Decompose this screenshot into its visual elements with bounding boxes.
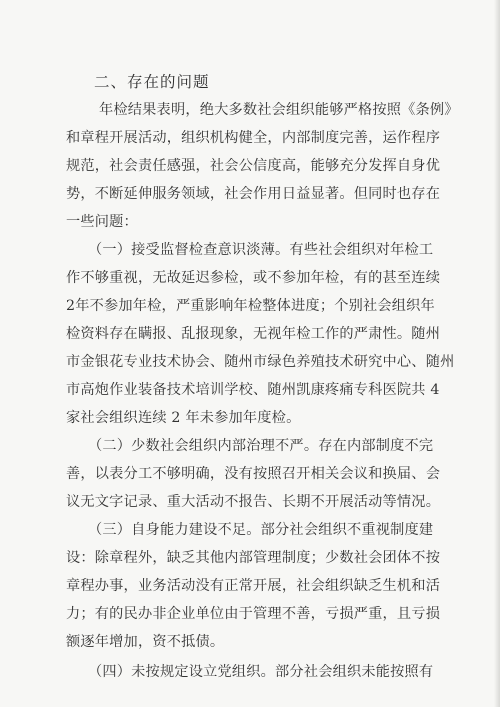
text-line: 一些问题：	[66, 214, 138, 230]
text-line: 额逐年增加，资不抵债。	[66, 634, 225, 650]
text-line: 设：除章程外，缺乏其他内部管理制度；少数社会团体不按	[66, 550, 441, 566]
text-line: 善，以表分工不够明确，没有按照召开相关会议和换届、会	[66, 466, 441, 482]
text-line: 家社会组织连续 2 年未参加年度检。	[66, 410, 301, 426]
text-line: （二）少数社会组织内部治理不严。存在内部制度不完	[88, 438, 434, 454]
text-line: 势，不断延伸服务领域，社会作用日益显著。但同时也存在	[66, 186, 441, 202]
text-line: 检资料存在瞒报、乱报现象，无视年检工作的严肃性。随州	[66, 326, 441, 342]
text-line: （四）未按规定设立党组织。部分社会组织未能按照有	[88, 664, 434, 680]
text-line: 作不够重视，无故延迟参检，或不参加年检，有的甚至连续	[66, 270, 441, 286]
text-line: 年检结果表明，绝大多数社会组织能够严格按照《条例》	[99, 102, 459, 118]
text-line: 2年不参加年检，严重影响年检整体进度；个别社会组织年	[66, 298, 435, 314]
text-line: 和章程开展活动，组织机构健全，内部制度完善，运作程序	[66, 130, 441, 146]
text-line: （三）自身能力建设不足。部分社会组织不重视制度建	[88, 522, 434, 538]
section-heading: 二、存在的问题	[94, 73, 210, 91]
text-line: 市金银花专业技术协会、随州市绿色养殖技术研究中心、随州	[66, 354, 455, 370]
page-edge-shadow	[494, 0, 500, 707]
text-line: （一）接受监督检查意识淡薄。有些社会组织对年检工	[88, 242, 434, 258]
text-line: 章程办事，业务活动没有正常开展，社会组织缺乏生机和活	[66, 578, 441, 594]
text-line: 议无文字记录、重大活动不报告、长期不开展活动等情况。	[66, 494, 441, 510]
text-line: 规范，社会责任感强，社会公信度高，能够充分发挥自身优	[66, 158, 441, 174]
text-line: 力；有的民办非企业单位由于管理不善，亏损严重，且亏损	[66, 606, 441, 622]
text-line: 市高炮作业装备技术培训学校、随州凯康疼痛专科医院共 4	[66, 382, 440, 398]
